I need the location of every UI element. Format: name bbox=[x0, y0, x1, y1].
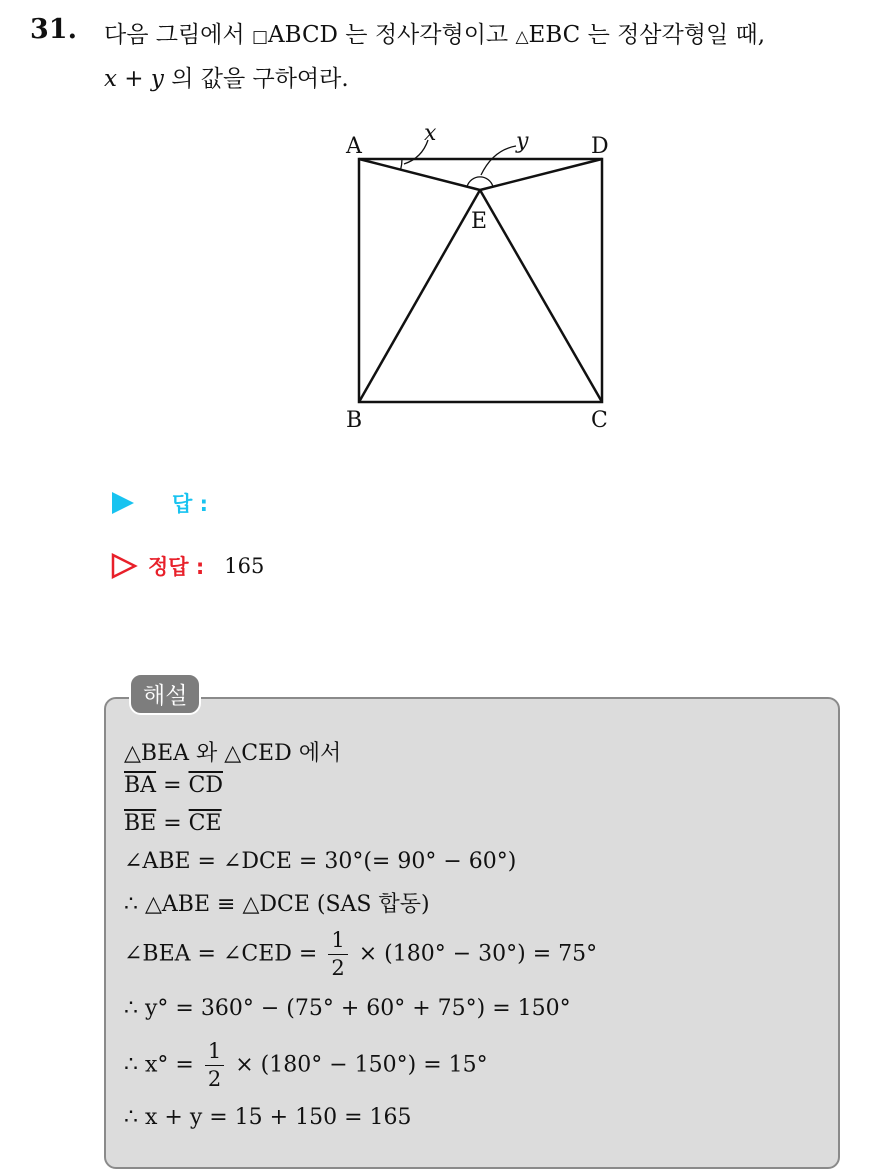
solution-line-6 bbox=[124, 930, 597, 979]
triangle-symbol: △ bbox=[515, 27, 529, 47]
question-text-rest: 의 값을 구하여라. bbox=[171, 66, 349, 92]
correct-answer-row bbox=[110, 551, 264, 581]
square-abcd bbox=[359, 159, 602, 402]
solution-line-8 bbox=[124, 1041, 488, 1090]
label-c: C bbox=[591, 408, 608, 433]
fraction-half bbox=[205, 1041, 224, 1090]
solution-line-1: △BEA 와 △CED 에서 bbox=[124, 741, 342, 766]
correct-answer-value: 165 bbox=[224, 554, 265, 578]
geometry-figure bbox=[330, 118, 630, 438]
question-number: 31. bbox=[30, 14, 77, 45]
label-a: A bbox=[346, 134, 362, 159]
solution-line-3 bbox=[124, 811, 222, 836]
play-arrow-icon bbox=[110, 490, 136, 516]
angle-y-arc bbox=[467, 177, 493, 187]
square-name: ABCD bbox=[268, 22, 338, 48]
fraction-numerator: 1 bbox=[328, 930, 347, 955]
answer-label: 답 : bbox=[172, 492, 208, 516]
equals-sign: = bbox=[163, 811, 182, 836]
question-text-c: 는 정삼각형일 때, bbox=[587, 22, 766, 48]
solution-tag: 해설 bbox=[129, 673, 201, 715]
solution-line-7: ∴ y° = 360° − (75° + 60° + 75°) = 150° bbox=[124, 996, 571, 1021]
triangle-name: EBC bbox=[528, 22, 581, 48]
segment-de bbox=[480, 159, 602, 190]
var-y: y bbox=[150, 66, 164, 92]
line6-suffix: × (180° − 30°) = 75° bbox=[358, 941, 598, 967]
plus-sign: + bbox=[124, 66, 144, 92]
line6-prefix: ∠BEA = ∠CED = bbox=[124, 941, 318, 967]
equals-sign: = bbox=[163, 773, 182, 798]
segment-ba: $\overline{BA}$ bbox=[124, 773, 157, 798]
solution-line-2 bbox=[124, 773, 223, 798]
correct-answer-label: 정답 : bbox=[148, 555, 205, 579]
solution-line-9: ∴ x + y = 15 + 150 = 165 bbox=[124, 1105, 412, 1130]
answer-row bbox=[110, 488, 228, 518]
question-text-a: 다음 그림에서 bbox=[104, 22, 245, 48]
question-line-1 bbox=[104, 16, 765, 49]
label-y: y bbox=[516, 129, 529, 154]
fraction-denominator: 2 bbox=[331, 956, 345, 980]
fraction-numerator: 1 bbox=[205, 1041, 224, 1066]
segment-ce-label: $\overline{CE}$ bbox=[188, 811, 222, 836]
question-line-2 bbox=[104, 60, 349, 93]
label-x: x bbox=[424, 121, 437, 146]
square-symbol: □ bbox=[251, 27, 268, 47]
solution-line-4: ∠ABE = ∠DCE = 30°(= 90° − 60°) bbox=[124, 849, 517, 874]
play-outline-icon bbox=[110, 553, 138, 579]
segment-cd: $\overline{CD}$ bbox=[188, 773, 223, 798]
label-e: E bbox=[471, 209, 488, 234]
angle-y-pointer bbox=[481, 146, 516, 175]
angle-x-arc bbox=[401, 159, 402, 170]
label-b: B bbox=[346, 408, 363, 433]
solution-line-5: ∴ △ABE ≡ △DCE (SAS 합동) bbox=[124, 892, 430, 917]
segment-be-label: $\overline{BE}$ bbox=[124, 811, 157, 836]
line8-suffix: × (180° − 150°) = 15° bbox=[235, 1052, 488, 1078]
segment-ce bbox=[480, 190, 602, 402]
question-text-b: 는 정사각형이고 bbox=[345, 22, 509, 48]
fraction-half bbox=[328, 930, 347, 979]
fraction-denominator: 2 bbox=[207, 1067, 222, 1091]
segment-ae bbox=[359, 159, 480, 190]
var-x: x bbox=[104, 66, 117, 92]
line8-prefix: ∴ x° = bbox=[124, 1052, 194, 1078]
label-d: D bbox=[591, 134, 609, 159]
segment-be bbox=[359, 190, 480, 402]
